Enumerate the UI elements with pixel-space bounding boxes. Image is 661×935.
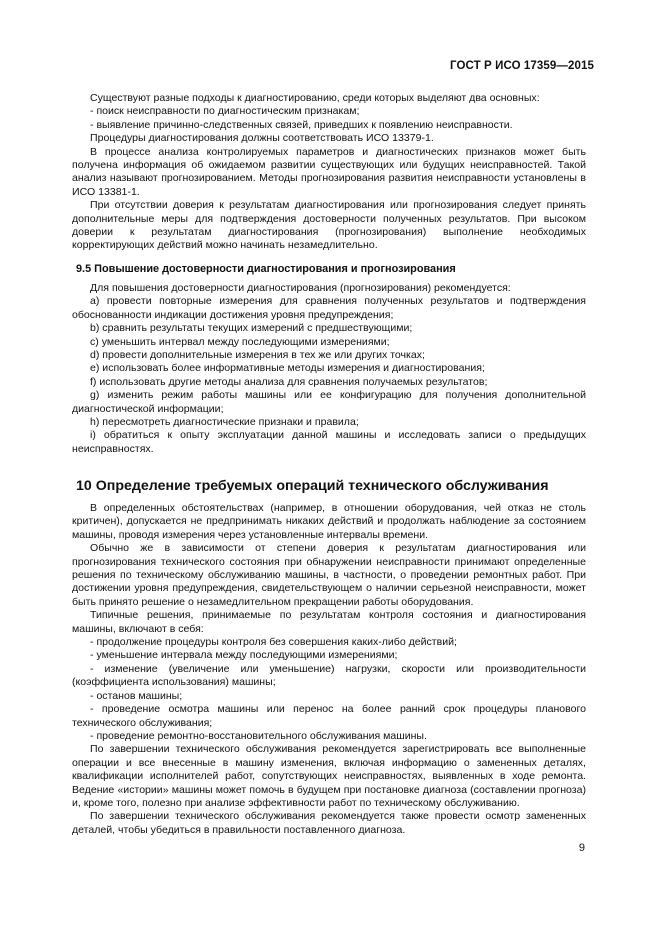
intro-block: [72, 92, 586, 253]
list-item: - проведение осмотра машины или перенос на более ранний срок процедуры планового технического обслуживания;: [72, 703, 586, 729]
section-9-5-body: [72, 282, 586, 456]
paragraph: Обычно же в зависимости от степени доверия к результатам диагностирования или прогнозирования технического состояния при обнаружении неисправности принимают определенные решения по техническому обслуживанию машины, в частности, о проведении ремонтных работ. При достижении уровня предупреждения, свидетельствующем о наличии серьезной неисправности, может быть принято решение о незамедлительном прекращении работы оборудования.: [72, 542, 586, 608]
list-item: - проведение ремонтно-восстановительного обслуживания машины.: [90, 729, 427, 742]
paragraph: Процедуры диагностирования должны соответствовать ИСО 13379-1.: [90, 132, 434, 145]
list-item: e) использовать более информативные методы измерения и диагностирования;: [90, 362, 485, 375]
paragraph: По завершении технического обслуживания рекомендуется также провести осмотр замененных деталей, чтобы убедиться в правильности поставленного диагноза.: [72, 810, 586, 836]
document-code-header: ГОСТ Р ИСО 17359—2015: [449, 60, 594, 72]
paragraph: Для повышения достоверности диагностирования (прогнозирования) рекомендуется:: [90, 282, 511, 294]
list-item: - поиск неисправности по диагностическим признакам;: [90, 105, 360, 118]
list-item: i) обратиться к опыту эксплуатации данной машины и исследовать записи о предыдущих неисправностях.: [72, 429, 586, 455]
paragraph: По завершении технического обслуживания рекомендуется зарегистрировать все выполненные операции и все внесенные в машину изменения, включая информацию о замененных деталях, квалификации исполнителей работ, сопутствующих неисправностях, выявленных в ходе ремонта. Ведение «истории» машины может помочь в будущем при постановке диагноза (составлении прогноза) и, кроме того, полезно при анализе эффективности работ по техническому обслуживанию.: [72, 743, 586, 809]
section-10-heading: 10 Определение требуемых операций технического обслуживания: [76, 478, 549, 494]
section-9-5-heading: 9.5 Повышение достоверности диагностирования и прогнозирования: [76, 263, 456, 275]
list-item: f) использовать другие методы анализа для сравнения получаемых результатов;: [90, 375, 488, 388]
list-item: b) сравнить результаты текущих измерений с предшествующими;: [90, 322, 413, 335]
list-item: c) уменьшить интервал между последующими измерениями;: [90, 335, 390, 348]
page-number: 9: [578, 842, 585, 854]
paragraph: В процессе анализа контролируемых параметров и диагностических признаков может быть получена информация об ожидаемом развитии существующих или будущих неисправностей. Такой анализ называют прогнозированием. Методы прогнозирования развития неисправности установлены в ИСО 13381-1.: [72, 145, 586, 198]
list-item: - останов машины;: [90, 689, 183, 702]
list-item: - уменьшение интервала между последующими измерениями;: [90, 649, 398, 662]
list-item: g) изменить режим работы машины или ее конфигурацию для получения дополнительной диагностической информации;: [72, 389, 586, 415]
list-item: a) провести повторные измерения для сравнения полученных результатов и подтверждения обоснованности индикации достижения уровня предупреждения;: [72, 295, 586, 321]
list-item: - выявление причинно-следственных связей, приведших к появлению неисправности.: [90, 118, 513, 131]
list-item: d) провести дополнительные измерения в тех же или других точках;: [90, 349, 425, 362]
list-item: - изменение (увеличение или уменьшение) нагрузки, скорости или производительности (коэффициента использования) машины;: [72, 662, 586, 689]
list-item: h) пересмотреть диагностические признаки и правила;: [90, 416, 359, 429]
paragraph: При отсутствии доверия к результатам диагностирования или прогнозирования следует принять дополнительные меры для подтверждения достоверности полученных результатов. При высоком доверии к результатам диагностирования (прогнозирования) выполнение необходимых корректирующих действий можно начинать незамедлительно.: [72, 199, 586, 252]
section-10-body: [72, 502, 586, 837]
paragraph: Типичные решения, принимаемые по результатам контроля состояния и диагностирования машины, включают в себя:: [72, 609, 586, 635]
paragraph: В определенных обстоятельствах (например, в отношении оборудования, чей отказ не столь критичен), допускается не предпринимать никаких действий и продолжать наблюдение за состоянием машины, проводя измерения через установленные интервалы времени.: [72, 502, 586, 541]
paragraph: Существуют разные подходы к диагностированию, среди которых выделяют два основных:: [90, 92, 540, 104]
list-item: - продолжение процедуры контроля без совершения каких-либо действий;: [90, 636, 457, 649]
